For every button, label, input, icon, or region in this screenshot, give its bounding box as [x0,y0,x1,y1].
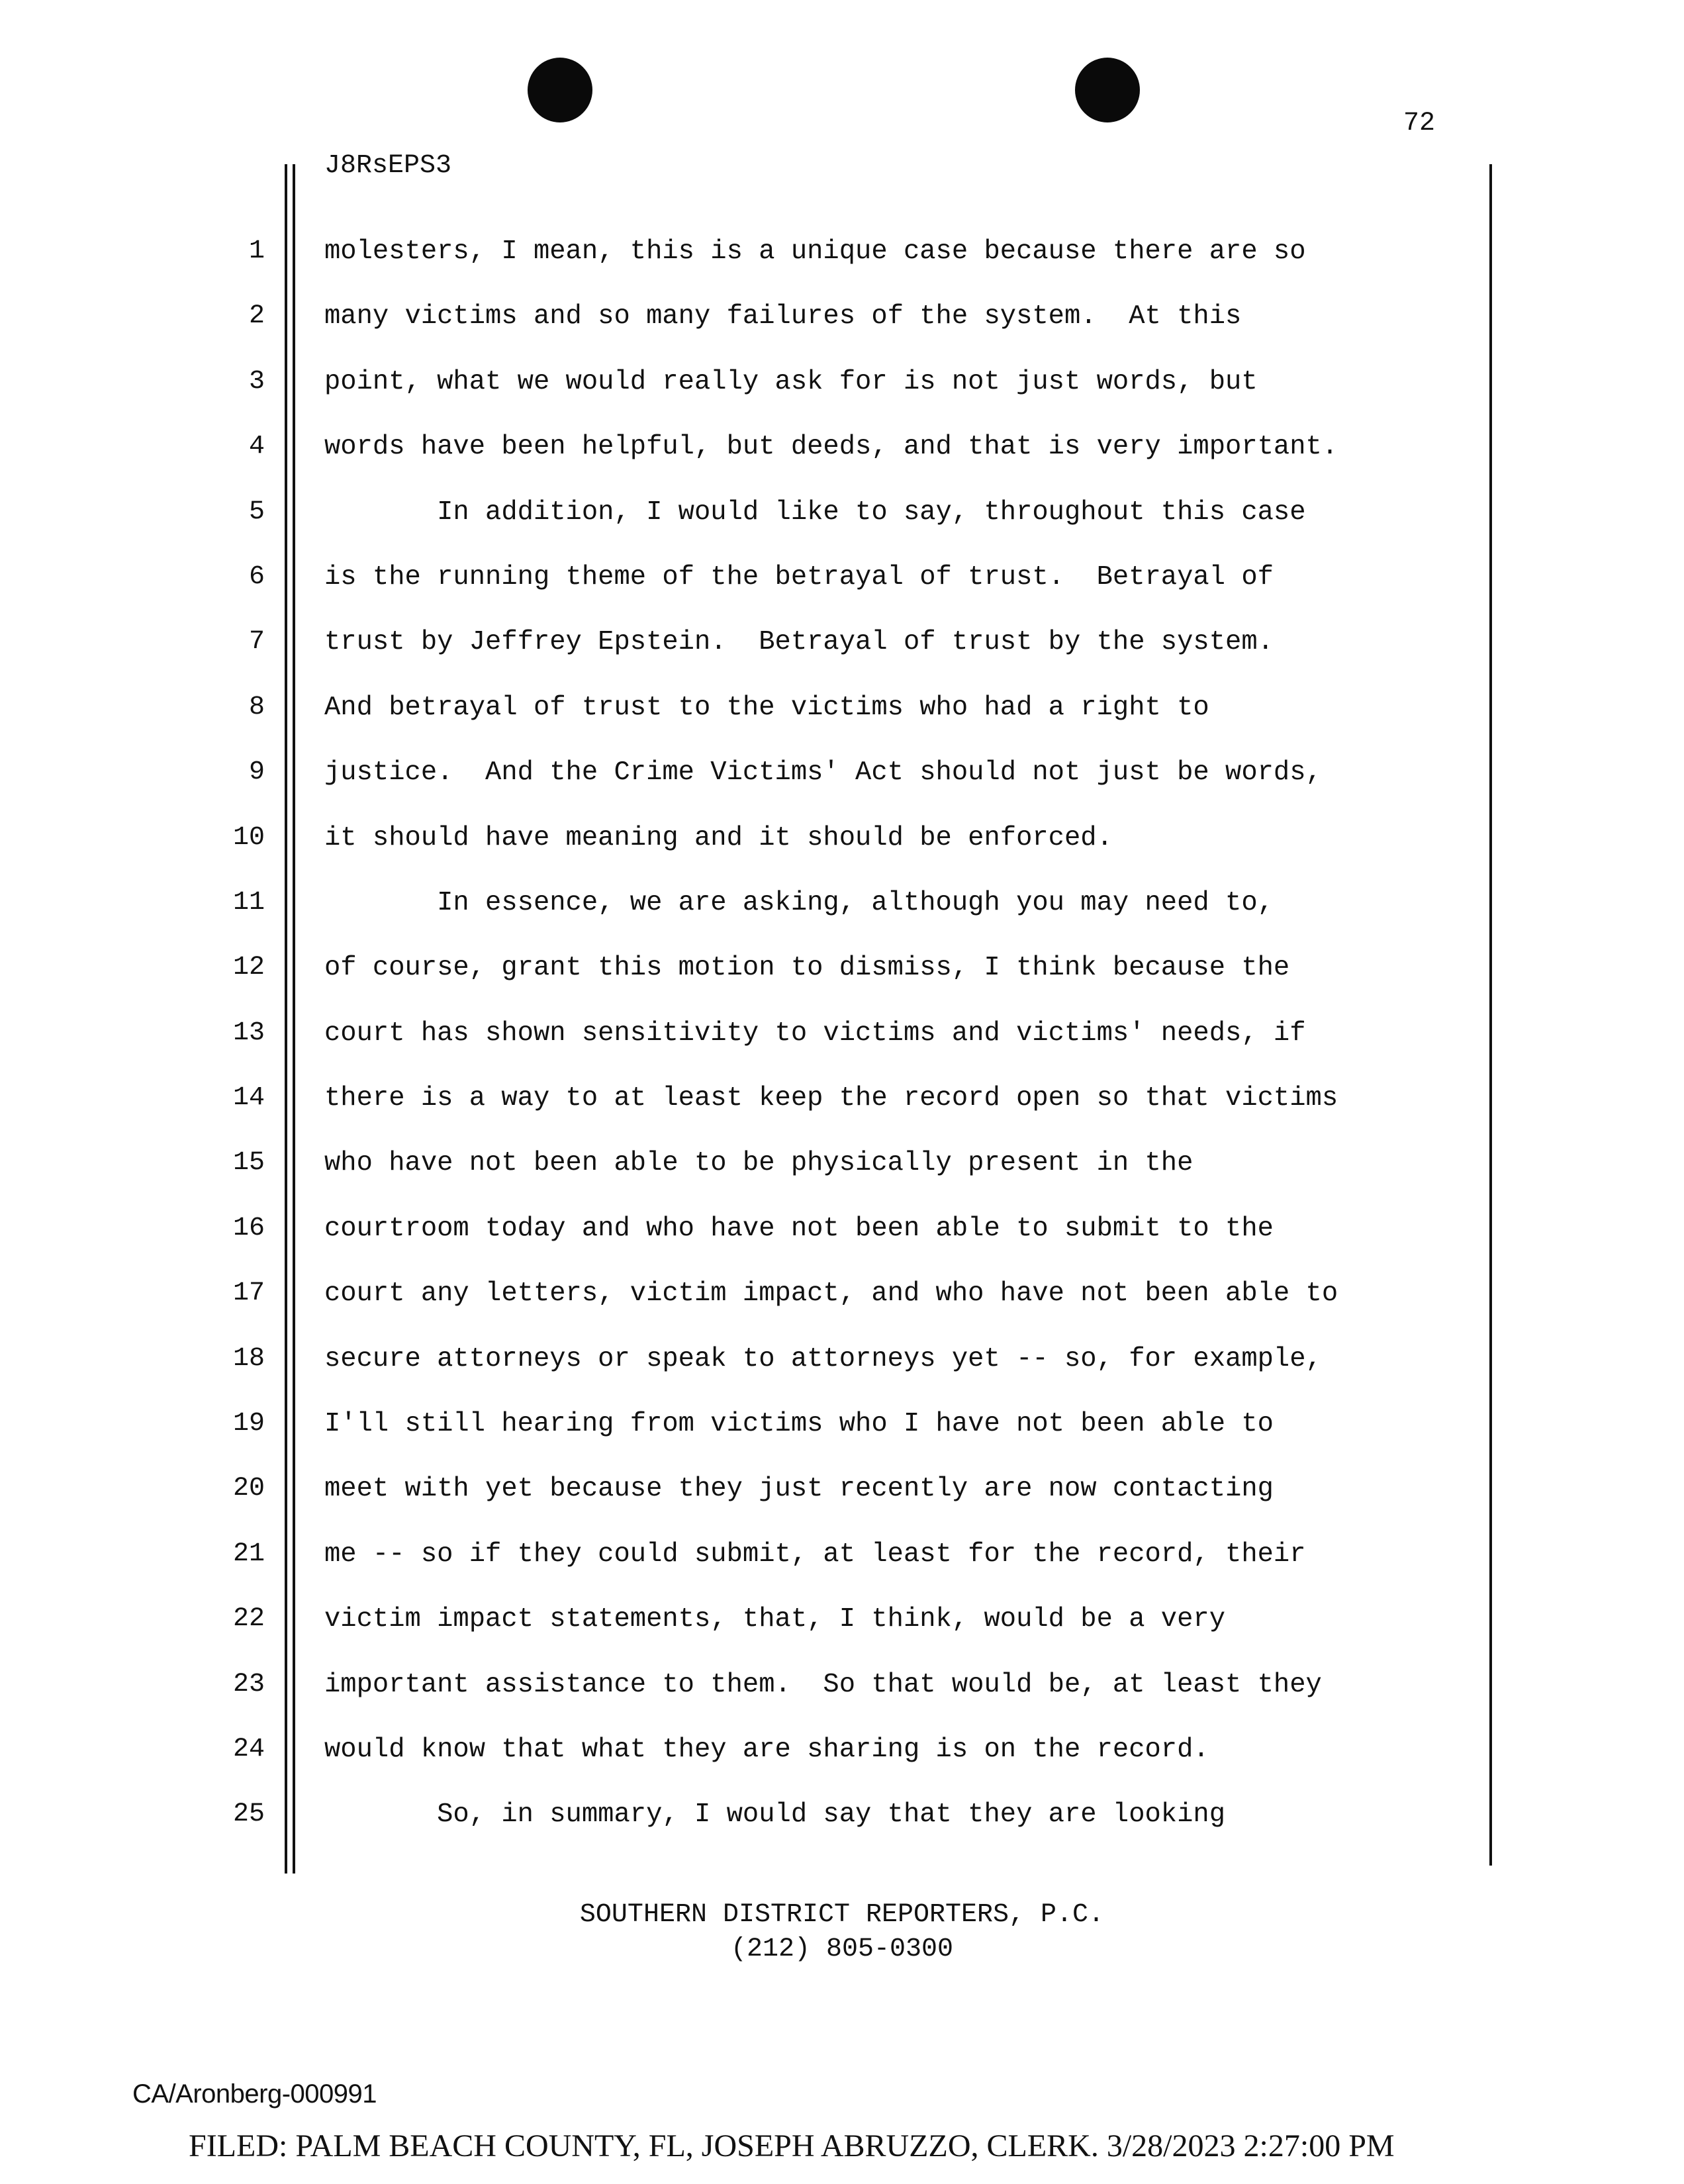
line-number: 13 [232,1018,265,1048]
line-number: 21 [232,1539,265,1569]
transcript-line: would know that what they are sharing is on the record. [324,1734,1209,1765]
transcript-line: point, what we would really ask for is not just words, but [324,366,1258,397]
transcript-line: In essence, we are asking, although you may need to, [324,887,1274,918]
line-number: 1 [248,236,265,266]
left-margin-rule-inner [293,164,295,1874]
line-number: 7 [248,627,265,657]
filed-stamp: FILED: PALM BEACH COUNTY, FL, JOSEPH ABRUZZO, CLERK. 3/28/2023 2:27:00 PM [189,2128,1395,2163]
line-number: 10 [232,822,265,853]
transcript-line: many victims and so many failures of the system. At this [324,301,1242,332]
transcript-line: meet with yet because they just recently are now contacting [324,1474,1274,1505]
line-number: 22 [232,1604,265,1635]
transcript-line: And betrayal of trust to the victims who had a right to [324,692,1209,723]
transcript-line: victim impact statements, that, I think, would be a very [324,1604,1226,1635]
line-number: 16 [232,1213,265,1243]
line-number: 20 [232,1474,265,1504]
transcript-body [324,235,1483,1864]
line-number: 14 [232,1083,265,1114]
transcript-line: In addition, I would like to say, throughout this case [324,497,1306,528]
line-number: 17 [232,1278,265,1309]
line-number: 5 [248,497,265,527]
right-margin-rule [1489,164,1492,1866]
transcript-line: it should have meaning and it should be enforced. [324,822,1113,853]
transcript-line: court has shown sensitivity to victims and victims' needs, if [324,1018,1306,1049]
line-number: 2 [248,301,265,332]
line-number: 25 [232,1799,265,1830]
transcript-line: is the running theme of the betrayal of trust. Betrayal of [324,561,1274,593]
line-number: 19 [232,1409,265,1439]
line-number: 9 [248,757,265,788]
line-number: 8 [248,692,265,722]
transcript-line: court any letters, victim impact, and who have not been able to [324,1278,1338,1309]
court-reporter-phone: (212) 805-0300 [730,1934,954,1964]
transcript-line: justice. And the Crime Victims' Act should not just be words, [324,757,1322,788]
line-number: 6 [248,561,265,592]
line-number: 11 [232,887,265,918]
transcript-line: secure attorneys or speak to attorneys yet -- so, for example, [324,1343,1322,1374]
transcript-line: there is a way to at least keep the record open so that victims [324,1083,1338,1114]
transcript-line: important assistance to them. So that would be, at least they [324,1669,1322,1700]
line-number-column [199,235,265,1864]
transcript-line: I'll still hearing from victims who I have not been able to [324,1409,1274,1440]
transcript-line: of course, grant this motion to dismiss, I think because the [324,953,1290,984]
punch-hole-right [1075,58,1140,122]
line-number: 24 [232,1734,265,1764]
transcript-line: who have not been able to be physically present in the [324,1148,1193,1179]
page-number: 72 [1403,109,1436,138]
line-number: 4 [248,432,265,462]
line-number: 12 [232,953,265,983]
transcript-line: trust by Jeffrey Epstein. Betrayal of trust by the system. [324,627,1274,658]
court-reporter-name: SOUTHERN DISTRICT REPORTERS, P.C. [579,1900,1105,1930]
transcript-header-id: J8RsEPS3 [324,151,452,181]
transcript-line: So, in summary, I would say that they are looking [324,1799,1226,1830]
line-number: 18 [232,1343,265,1374]
transcript-line: courtroom today and who have not been able to submit to the [324,1213,1274,1244]
line-number: 15 [232,1148,265,1178]
line-number: 3 [248,366,265,397]
transcript-line: me -- so if they could submit, at least for the record, their [324,1539,1306,1570]
transcript-line: words have been helpful, but deeds, and that is very important. [324,432,1338,463]
bates-number: CA/Aronberg-000991 [132,2079,377,2109]
left-margin-rule-outer [285,164,287,1874]
transcript-line: molesters, I mean, this is a unique case because there are so [324,236,1306,267]
punch-hole-left [528,58,592,122]
line-number: 23 [232,1669,265,1699]
